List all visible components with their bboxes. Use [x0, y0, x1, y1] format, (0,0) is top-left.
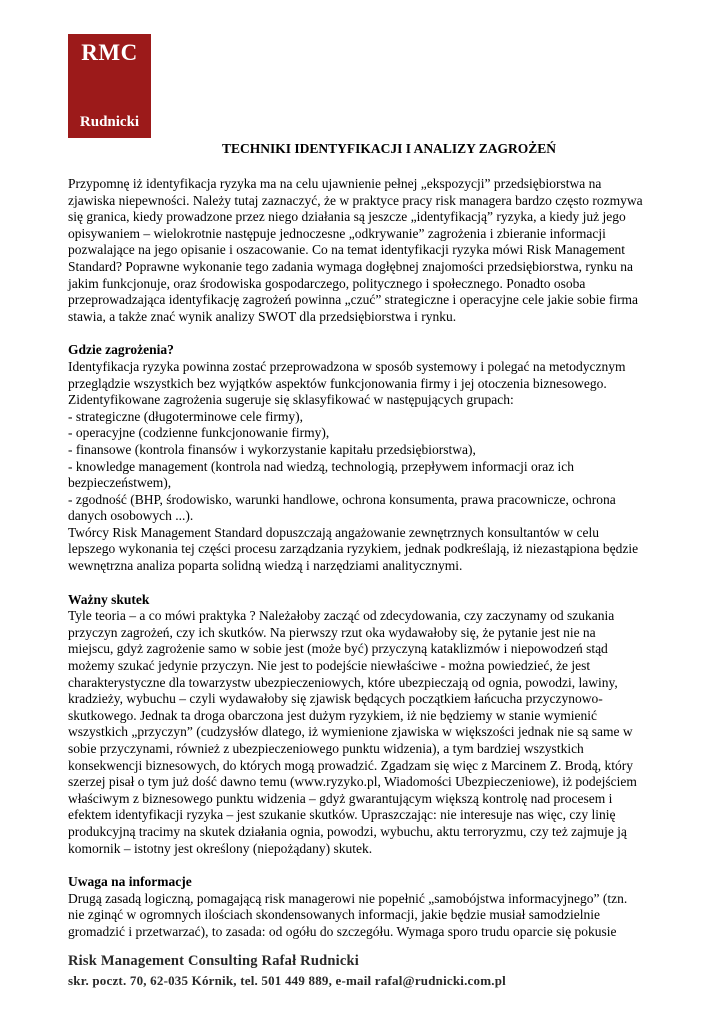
text-line: miejscu, gdyż zagrożenie samo w sobie jest (może być) przyczyną kataklizmów i niepowodzeń stąd — [68, 641, 608, 657]
document-body — [68, 140, 668, 941]
text-line: Twórcy Risk Management Standard dopuszczają angażowanie zewnętrznych konsultantów w celu — [68, 524, 599, 540]
company-logo — [68, 34, 151, 138]
text-line: pozwalające na jego opisanie i oszacowanie. Co na temat identyfikacji ryzyka mówi Risk Management — [68, 242, 626, 258]
text-line: jakim funkcjonuje, oraz środowiska gospodarczego, politycznego i społecznego. Ponadto osoba — [68, 275, 586, 291]
text-line: wewnętrzna analiza poparta solidną wiedzą i narzędziami analitycznymi. — [68, 558, 463, 574]
text-line: przeglądzie wszystkich bez wyjątków aspektów funkcjonowania firmy i jej otoczenia biznesowego. — [68, 375, 607, 391]
text-line: kradzieży, wybuchu – czyli wydawałoby się zjawisk będących początkiem łańcucha przyczynowo- — [68, 691, 603, 707]
text-line: sobie przyczynami, również z ubezpieczeniowego punktu widzenia), a tym bardziej wszystkich — [68, 741, 584, 756]
section-heading: Uwaga na informacje — [68, 874, 192, 890]
text-line: komornik – istotny jest określony (niepożądany) skutek. — [68, 840, 373, 856]
text-line: zjawiska niepewności. Należy tutaj zaznaczyć, że w praktyce pracy risk managera bardzo często rozmywa — [68, 192, 643, 208]
text-line: lepszego wykonania tej części procesu zarządzania ryzykiem, jednak podkreślają, iż niezastąpiona będzie — [68, 541, 639, 557]
text-line: Drugą zasadą logiczną, pomagającą risk managerowi nie popełnić „samobójstwa informacyjnego” (tzn. — [68, 890, 628, 906]
text-line: produkcyjną tracimy na skutek działania ognia, powodzi, wybuchu, aktu terroryzmu, czy też zajmuje ją — [68, 823, 627, 839]
text-line: opisywaniem – wielokrotnie następuje jednoczesne „odkrywanie” zagrożenia i zbieranie informacji — [68, 225, 606, 241]
list-item: - finansowe (kontrola finansów i wykorzystanie kapitału przedsiębiorstwa), — [68, 441, 476, 457]
text-line: Standard? Poprawne wykonanie tego zadania wymaga dogłębnej znajomości przedsiębiorstwa, rynku na — [68, 258, 633, 274]
list-item: - strategiczne (długoterminowe cele firmy), — [68, 408, 304, 424]
text-line: przeprowadzająca identyfikację zagrożeń powinna „czuć” strategiczne i operacyjne cele jakie sobie firma — [68, 292, 639, 308]
section-gdzie-zagrozenia — [68, 342, 668, 574]
logo-rmc-text: RMC — [81, 40, 138, 65]
text-line: właściwym z biznesowego punktu widzenia – gdyż gwarantującym większą kontrolę nad procesem i — [68, 790, 613, 806]
text-line: gromadzić i przetwarzać), to zasada: od ogółu do szczegółu. Wymaga sporo trudu oparcie się pokusie — [68, 923, 617, 939]
text-line: Identyfikacja ryzyka powinna zostać przeprowadzona w sposób systemowy i polegać na metodycznym — [68, 358, 626, 374]
text-line: konsekwencji biznesowych, do których mogą prowadzić. Zgadzam się więc z Marcinem Z. Brodą, który — [68, 757, 633, 773]
text-line: szerzej pisał o tym już dość dawno temu (www.ryzyko.pl, Wiadomości Ubezpieczeniowe), iż podejściem — [68, 774, 637, 790]
page-footer — [68, 952, 668, 990]
list-item: - operacyjne (codzienne funkcjonowanie firmy), — [68, 425, 330, 441]
text-line: skutkowego. Jednak ta droga obarczona jest dużym ryzykiem, iż nie będziemy w stanie wymienić — [68, 707, 597, 723]
section-wazny-skutek — [68, 592, 668, 858]
list-item: danych osobowych ...). — [68, 508, 194, 524]
section-heading: Gdzie zagrożenia? — [68, 342, 174, 358]
text-line: przyczyn zagrożeń, czy ich skutków. Na pierwszy rzut oka wydawałoby się, że pytanie jest nie na — [68, 624, 596, 640]
footer-address: skr. poczt. 70, 62-035 Kórnik, tel. 501 449 889, e-mail rafal@rudnicki.com.pl — [68, 973, 506, 988]
logo-rudnicki-text: Rudnicki — [79, 114, 140, 130]
section-heading: Ważny skutek — [68, 591, 150, 607]
list-item: - zgodność (BHP, środowisko, warunki handlowe, ochrona konsumenta, prawa pracownicze, ochrona — [68, 491, 616, 507]
section-uwaga-na-informacje — [68, 874, 668, 940]
text-line: efektem identyfikacji ryzyka – jest szukanie skutków. Upraszczając: nie interesuje nas więc, czy linię — [68, 807, 616, 823]
list-item: - knowledge management (kontrola nad wiedzą, technologią, przepływem informacji oraz ich — [68, 458, 575, 474]
text-line: wszystkich „przyczyn” (cudzysłów dlatego, iż wymienione zjawiska w większości jednak nie są same w — [68, 724, 633, 740]
text-line: nie zginąć w ogromnych ilościach skondensowanych informacji, jakie będzie musiał samodzielnie — [68, 907, 600, 923]
text-line: Przypomnę iż identyfikacja ryzyka ma na celu ujawnienie pełnej „ekspozycji” przedsiębiorstwa na — [68, 176, 602, 191]
intro-paragraph — [68, 176, 668, 325]
text-line: się granica, kiedy prowadzone przez niego działania są jeszcze „identyfikacją” ryzyka, a kiedy już jego — [68, 209, 626, 225]
footer-company-name: Risk Management Consulting Rafał Rudnicki — [68, 953, 359, 969]
document-title: TECHNIKI IDENTYFIKACJI I ANALIZY ZAGROŻEŃ — [221, 141, 557, 156]
text-line: Tyle teoria – a co mówi praktyka ? Należałoby zacząć od zdecydowania, czy zaczynamy od szukania — [68, 608, 615, 624]
list-item: bezpieczeństwem), — [68, 475, 172, 491]
text-line: możemy szukać jedynie przyczyn. Nie jest to podejście niewłaściwe - można powiedzieć, że jest — [68, 658, 591, 674]
text-line: charakterystyczne dla towarzystw ubezpieczeniowych, które ubezpieczają od ognia, powodzi, lawiny, — [68, 674, 618, 690]
text-line: stawia, a także znać wynik analizy SWOT dla przedsiębiorstwa i rynku. — [68, 308, 457, 324]
text-line: Zidentyfikowane zagrożenia sugeruje się sklasyfikować w następujących grupach: — [68, 392, 514, 408]
